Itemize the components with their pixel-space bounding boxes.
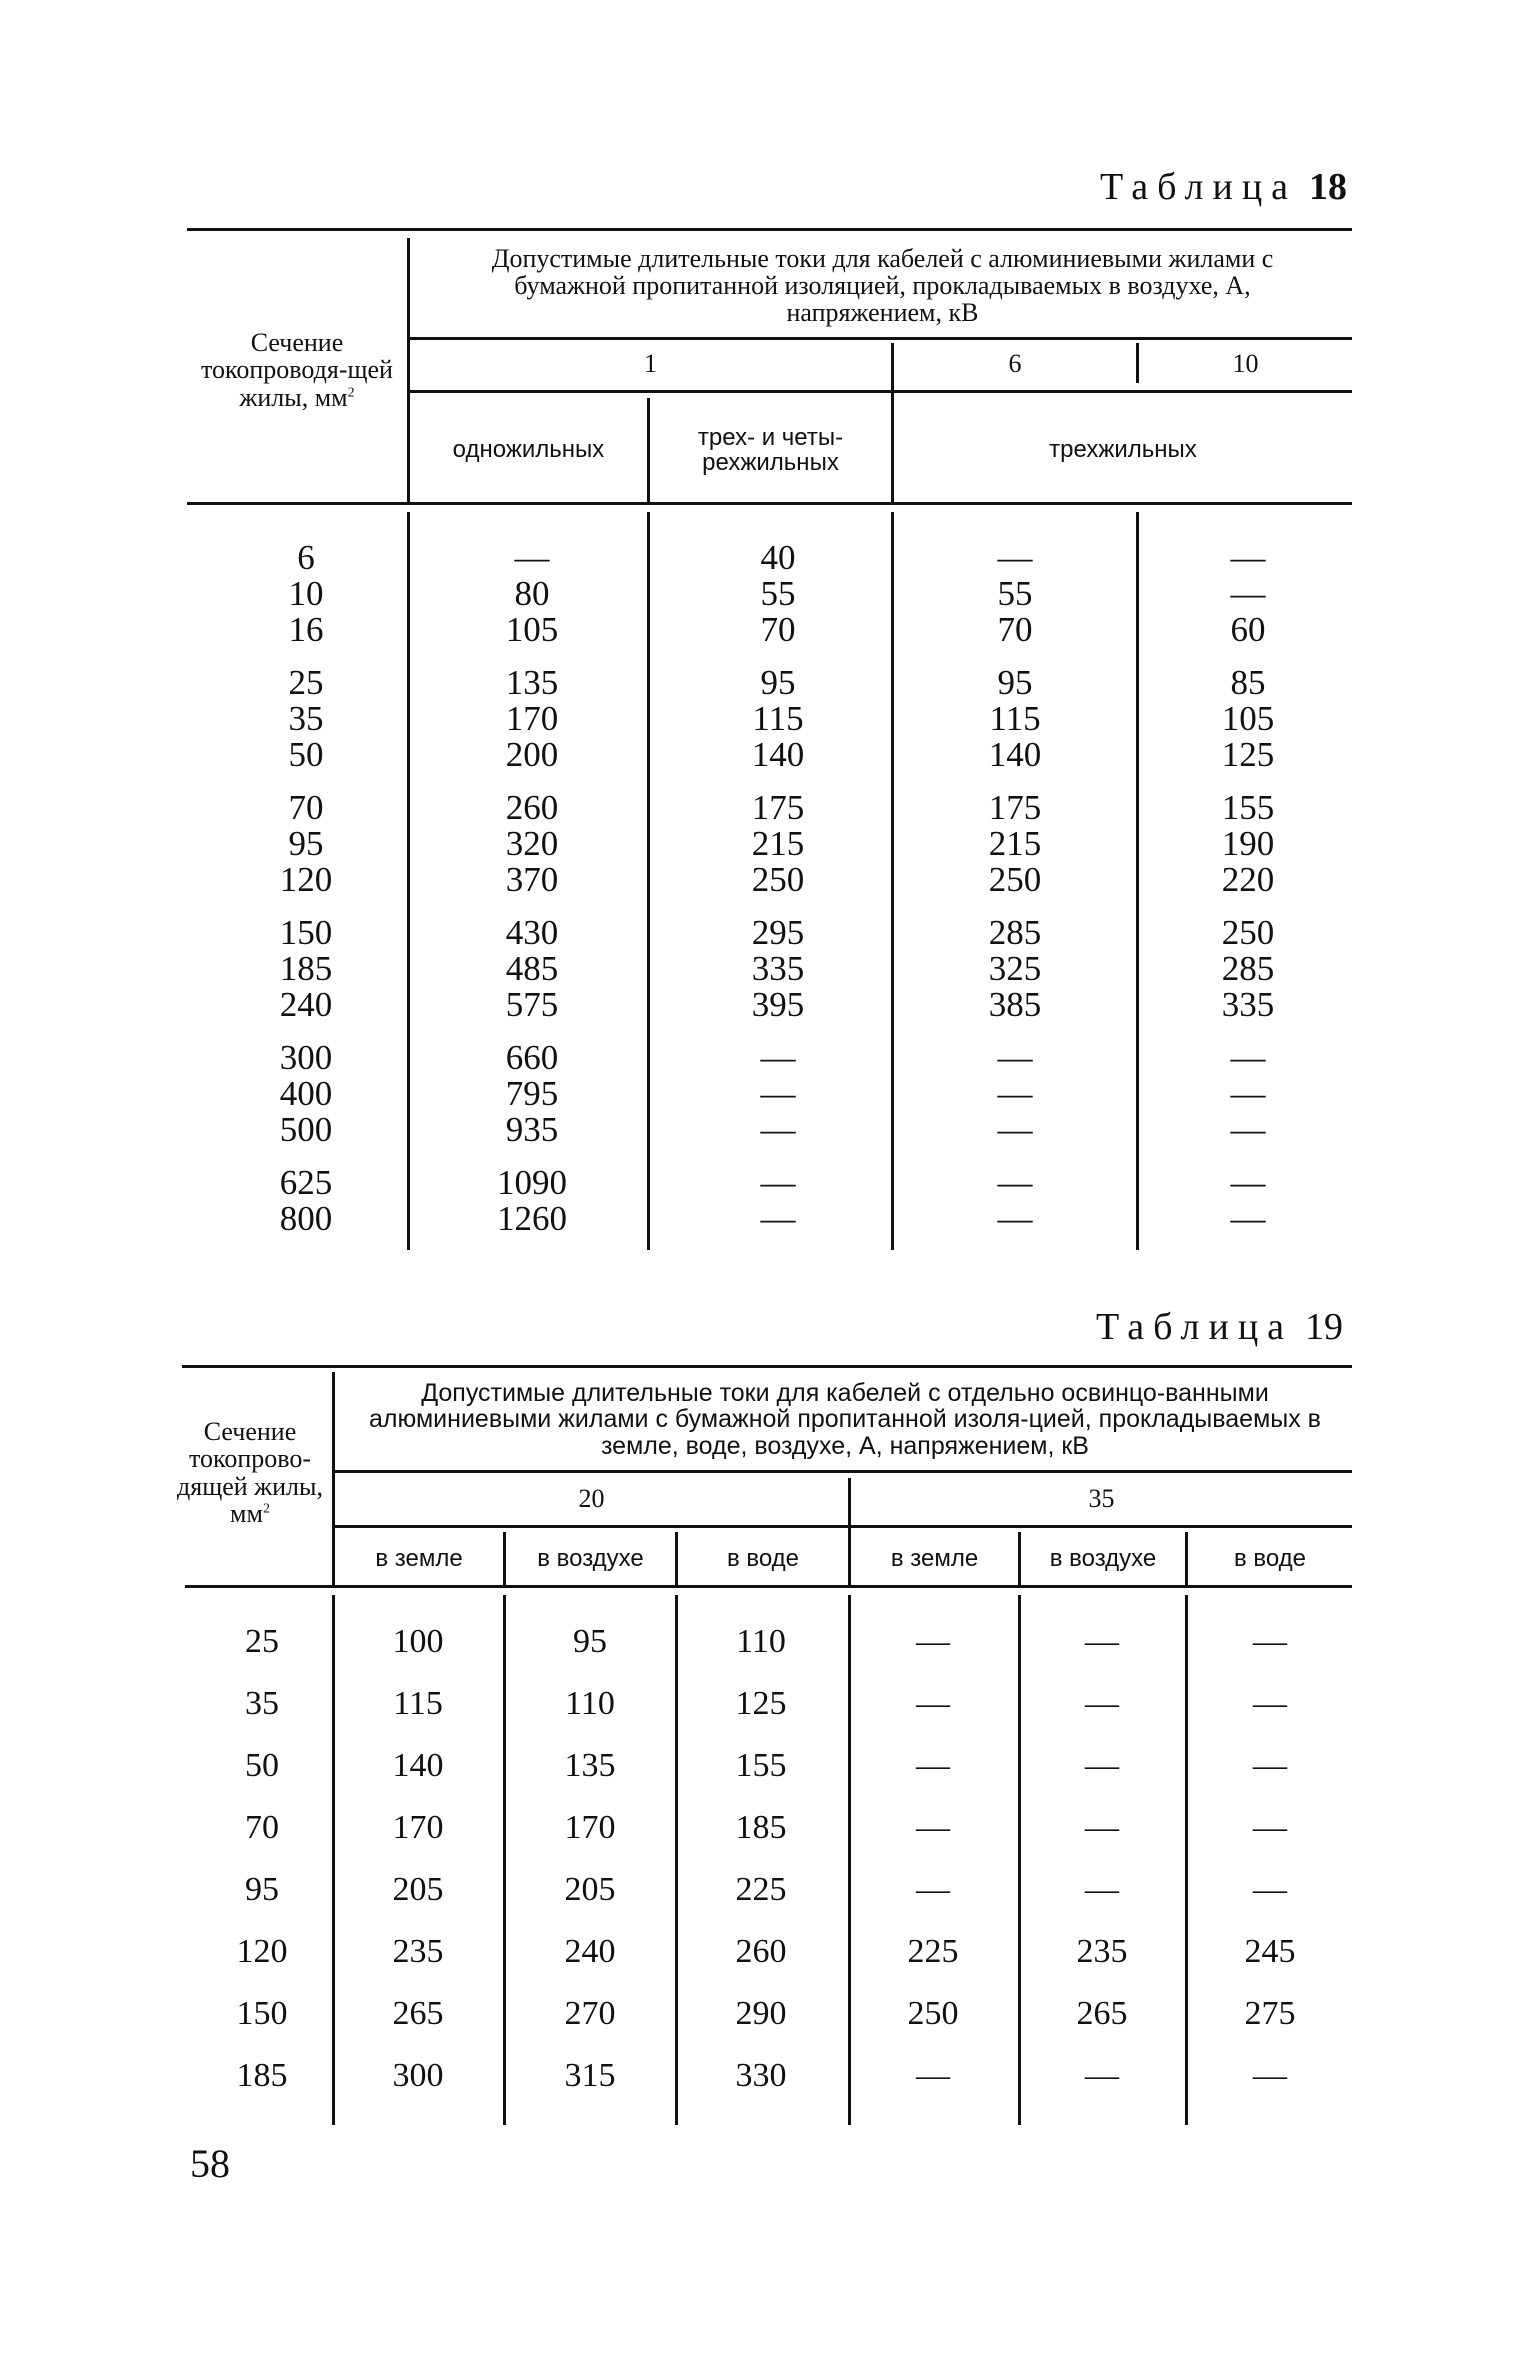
table19-value-cell: — (1253, 2057, 1287, 2094)
table18-section-cell: 120 (279, 860, 333, 899)
table18-value-cell: — (997, 1199, 1033, 1238)
table18-value-cell: 250 (1221, 913, 1275, 952)
table18-value-cell: 85 (1230, 663, 1266, 702)
table19-value-cell: 100 (392, 1623, 444, 1660)
table19-header-bottom-rule (185, 1585, 1352, 1588)
table19-col-section-header (170, 1410, 330, 1535)
table18-value-cell: 395 (751, 985, 805, 1024)
table19-section-cell: 150 (236, 1995, 288, 2032)
table18-value-cell: — (997, 1163, 1033, 1202)
table18-vrule-body-2 (647, 512, 650, 1250)
table18-value-cell: — (1230, 1163, 1266, 1202)
table19-value-cell: 135 (564, 1747, 616, 1784)
table19-value-cell: — (916, 1685, 950, 1722)
table18-value-cell: 250 (751, 860, 805, 899)
table18-section-cell: 25 (288, 663, 324, 702)
table19-value-cell: — (1253, 1747, 1287, 1784)
table18-value-cell: 215 (751, 824, 805, 863)
table18-col-section-sup: 2 (347, 384, 355, 400)
table18-value-cell: 175 (988, 788, 1042, 827)
table19-value-cell: — (1253, 1623, 1287, 1660)
table19-value-cell: 235 (1076, 1933, 1128, 1970)
table18-value-cell: 135 (505, 663, 559, 702)
table18-value-cell: 70 (997, 610, 1033, 649)
table19-value-cell: 110 (736, 1623, 786, 1660)
table19-value-cell: 170 (564, 1809, 616, 1846)
table18-sub-three: трехжильных (1049, 436, 1197, 464)
table18-voltage-10: 10 (1232, 349, 1259, 379)
table19-value-cell: — (916, 1871, 950, 1908)
table18-value-cell: 335 (1221, 985, 1275, 1024)
table18-value-cell: 140 (751, 735, 805, 774)
table19-section-cell: 185 (236, 2057, 288, 2094)
table19-rule-below-voltages (335, 1525, 1352, 1528)
table18-value-cell: — (1230, 1038, 1266, 1077)
table18-value-cell: — (997, 538, 1033, 577)
table18-section-cell: 625 (279, 1163, 333, 1202)
table18-value-cell: — (1230, 574, 1266, 613)
table18-value-cell: 935 (505, 1110, 559, 1149)
table18-value-cell: 200 (505, 735, 559, 774)
table19-value-cell: 235 (392, 1933, 444, 1970)
table18-section-cell: 6 (297, 538, 315, 577)
table18-value-cell: 55 (760, 574, 796, 613)
table19-vrule-body-4 (848, 1595, 851, 2125)
table19-value-cell: 265 (392, 1995, 444, 2032)
table19-section-cell: 25 (245, 1623, 279, 1660)
table18-value-cell: 115 (989, 699, 1041, 738)
table18-rule-below-voltages (410, 390, 1352, 393)
table18-value-cell: 1260 (497, 1199, 567, 1238)
table18-value-cell: 95 (997, 663, 1033, 702)
table18-sub-three-four-label: трех- и четы-рехжильных (697, 423, 844, 476)
table18-value-cell: 250 (988, 860, 1042, 899)
table18-col-section-header (187, 300, 407, 440)
table19-main-header (345, 1372, 1345, 1467)
table18-header-bottom-rule (187, 502, 1352, 505)
table18-value-cell: 40 (760, 538, 796, 577)
table19-value-cell: 225 (907, 1933, 959, 1970)
table19-value-cell: 95 (573, 1623, 607, 1660)
table18-value-cell: — (760, 1074, 796, 1113)
table18-value-cell: 80 (514, 574, 550, 613)
table19-value-cell: 300 (392, 2057, 444, 2094)
table19-vrule-body-2 (503, 1595, 506, 2125)
table19-value-cell: 240 (564, 1933, 616, 1970)
table18-value-cell: 795 (505, 1074, 559, 1113)
table18-main-header (440, 238, 1325, 333)
table18-section-cell: 70 (288, 788, 324, 827)
table19-value-cell: 225 (735, 1871, 787, 1908)
table18-value-cell: 370 (505, 860, 559, 899)
table18-section-cell: 240 (279, 985, 333, 1024)
table19-value-cell: 205 (564, 1871, 616, 1908)
table19-sub-20-ground: в земле (375, 1544, 463, 1572)
table19-value-cell: — (1085, 1747, 1119, 1784)
page-number: 58 (190, 2141, 230, 2186)
table19-value-cell: 270 (564, 1995, 616, 2032)
table18-value-cell: 95 (760, 663, 796, 702)
table18-section-cell: 16 (288, 610, 324, 649)
table18-value-cell: 125 (1221, 735, 1275, 774)
table19-sub-35-air: в воздухе (1049, 1544, 1157, 1572)
table19-value-cell: 290 (735, 1995, 787, 2032)
table18-main-header-text: Допустимые длительные токи для кабелей с алюминиевыми жилами с бумажной пропитанной изоляцией, прокладываемых в воздухе, А, напряжением, кВ (491, 243, 1274, 328)
table19-vrule-body-3 (675, 1595, 678, 2125)
table18-value-cell: 170 (505, 699, 559, 738)
table18-value-cell: 105 (505, 610, 559, 649)
table18-col-section-label: Сечение токопроводя-щей жилы, мм (201, 328, 393, 412)
table19-value-cell: — (916, 1623, 950, 1660)
table19-section-cell: 70 (245, 1809, 279, 1846)
table18-vrule-body-4 (1136, 512, 1139, 1250)
table18-value-cell: 60 (1230, 610, 1266, 649)
table19-voltage-35: 35 (1088, 1484, 1115, 1514)
table19-section-cell: 50 (245, 1747, 279, 1784)
table19-col-section-sup: 2 (262, 1501, 270, 1517)
table18-value-cell: 140 (988, 735, 1042, 774)
table18-value-cell: — (997, 1038, 1033, 1077)
table18-value-cell: 430 (505, 913, 559, 952)
table18-voltage-1: 1 (644, 349, 657, 379)
table19-value-cell: 110 (565, 1685, 615, 1722)
table18-value-cell: 335 (751, 949, 805, 988)
table18-top-rule (187, 228, 1352, 231)
table18-sub-single: одножильных (452, 436, 605, 464)
table19-vrule-body-1 (332, 1595, 335, 2125)
table19-section-cell: 120 (236, 1933, 288, 1970)
table18-section-cell: 10 (288, 574, 324, 613)
table18-section-cell: 500 (279, 1110, 333, 1149)
table18-value-cell: 55 (997, 574, 1033, 613)
table18-title-word: Таблица (1100, 166, 1298, 208)
table18-value-cell: 325 (988, 949, 1042, 988)
table18-value-cell: 260 (505, 788, 559, 827)
table18-section-cell: 400 (279, 1074, 333, 1113)
table19-value-cell: 115 (393, 1685, 443, 1722)
table19-value-cell: — (1253, 1809, 1287, 1846)
table18-value-cell: — (760, 1199, 796, 1238)
table18-section-cell: 50 (288, 735, 324, 774)
table19-value-cell: 315 (564, 2057, 616, 2094)
table19-vrule-body-5 (1018, 1595, 1021, 2125)
table19-voltage-20: 20 (578, 1484, 605, 1514)
table19-value-cell: — (1085, 1809, 1119, 1846)
table18-vrule-body-3 (891, 512, 894, 1250)
table19-value-cell: 265 (1076, 1995, 1128, 2032)
table18-value-cell: 575 (505, 985, 559, 1024)
table18-value-cell: 70 (760, 610, 796, 649)
table18-sub-three-four (650, 398, 891, 502)
table19-vrule-body-6 (1185, 1595, 1188, 2125)
table19-col-section-label: Сечение токопрово-дящей жилы, мм (177, 1416, 323, 1528)
table18-value-cell: 385 (988, 985, 1042, 1024)
table19-value-cell: 185 (735, 1809, 787, 1846)
table19-value-cell: — (916, 1809, 950, 1846)
table18-value-cell: 660 (505, 1038, 559, 1077)
table19-title (1096, 1305, 1343, 1349)
table18-title (1100, 165, 1347, 209)
table18-rule-below-main-header (410, 337, 1352, 340)
table18-section-cell: 300 (279, 1038, 333, 1077)
table18-value-cell: — (760, 1110, 796, 1149)
table18-value-cell: — (1230, 1199, 1266, 1238)
table19-value-cell: 260 (735, 1933, 787, 1970)
table18-value-cell: 220 (1221, 860, 1275, 899)
table18-value-cell: — (760, 1163, 796, 1202)
table19-title-number: 19 (1305, 1306, 1344, 1348)
table18-voltage-6: 6 (1008, 349, 1022, 379)
table18-section-cell: 185 (279, 949, 333, 988)
table18-value-cell: 295 (751, 913, 805, 952)
table19-section-cell: 35 (245, 1685, 279, 1722)
table18-vrule-body-1 (407, 512, 410, 1250)
table18-section-cell: 95 (288, 824, 324, 863)
table19-title-word: Таблица (1096, 1306, 1294, 1348)
table19-section-cell: 95 (245, 1871, 279, 1908)
table18-value-cell: — (1230, 1074, 1266, 1113)
table18-title-number: 18 (1309, 166, 1348, 208)
table19-value-cell: — (1253, 1685, 1287, 1722)
table19-value-cell: 125 (735, 1685, 787, 1722)
table19-sub-35-water: в воде (1233, 1544, 1307, 1572)
table18-value-cell: 105 (1221, 699, 1275, 738)
table19-value-cell: — (916, 2057, 950, 2094)
table19-sub-20-water: в воде (726, 1544, 800, 1572)
table18-value-cell: 175 (751, 788, 805, 827)
table18-value-cell: — (514, 538, 550, 577)
table18-value-cell: 485 (505, 949, 559, 988)
table19-value-cell: 155 (735, 1747, 787, 1784)
table18-section-cell: 35 (288, 699, 324, 738)
table18-value-cell: 190 (1221, 824, 1275, 863)
table18-value-cell: 155 (1221, 788, 1275, 827)
table18-value-cell: 1090 (497, 1163, 567, 1202)
table19-value-cell: — (916, 1747, 950, 1784)
table19-value-cell: 205 (392, 1871, 444, 1908)
table19-sub-35-ground: в земле (890, 1544, 979, 1572)
table18-value-cell: 115 (752, 699, 804, 738)
table19-value-cell: — (1085, 1685, 1119, 1722)
table18-value-cell: — (1230, 538, 1266, 577)
table19-value-cell: — (1085, 1871, 1119, 1908)
table19-value-cell: 245 (1244, 1933, 1296, 1970)
table19-value-cell: 275 (1244, 1995, 1296, 2032)
table18-value-cell: — (997, 1110, 1033, 1149)
table19-value-cell: — (1085, 1623, 1119, 1660)
table19-main-header-text: Допустимые длительные токи для кабелей с отдельно освинцо-ванными алюминиевыми жилами с бумажной пропитанной изоля-цией, прокладываемых в земле, воде, воздухе, А, напряжением, кВ (369, 1379, 1321, 1460)
table18-value-cell: 285 (988, 913, 1042, 952)
table19-sub-20-air: в воздухе (537, 1544, 644, 1572)
table19-value-cell: 250 (907, 1995, 959, 2032)
table19-top-rule (182, 1365, 1352, 1368)
table18-section-cell: 800 (279, 1199, 333, 1238)
table18-value-cell: 215 (988, 824, 1042, 863)
table18-section-cell: 150 (279, 913, 333, 952)
table18-value-cell: — (1230, 1110, 1266, 1149)
table18-value-cell: 320 (505, 824, 559, 863)
table18-value-cell: 285 (1221, 949, 1275, 988)
table19-value-cell: 330 (735, 2057, 787, 2094)
table18-value-cell: — (997, 1074, 1033, 1113)
table19-value-cell: — (1085, 2057, 1119, 2094)
table19-value-cell: 140 (392, 1747, 444, 1784)
table18-value-cell: — (760, 1038, 796, 1077)
table19-rule-below-main-header (335, 1470, 1352, 1473)
table19-value-cell: — (1253, 1871, 1287, 1908)
table19-value-cell: 170 (392, 1809, 444, 1846)
